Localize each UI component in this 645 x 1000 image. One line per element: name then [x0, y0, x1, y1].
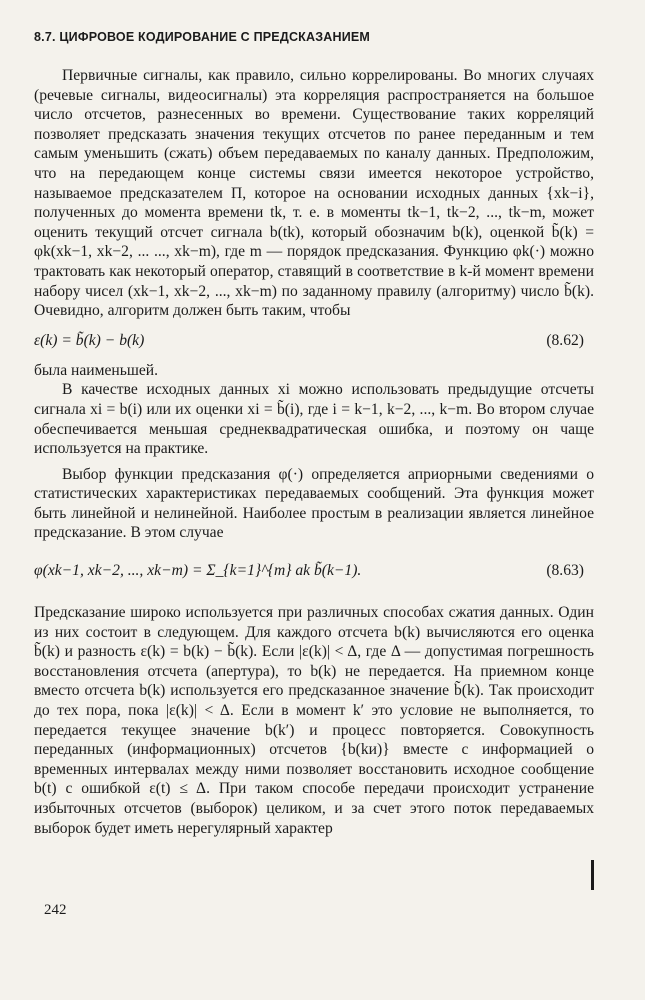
paragraph-4: Выбор функции предсказания φ(·) определяется априорными сведениями о статистических характеристиках передаваемых сообщений. Эта функция может быть линейной и нелинейной. Наиболее простым в реализации является линейное предсказание. В этом случае [34, 465, 594, 542]
page-number: 242 [44, 902, 67, 918]
equation-8-63 [34, 549, 594, 593]
page [34, 30, 594, 838]
equation-8-63-formula: φ(xk−1, xk−2, ..., xk−m) = Σ_{k=1}^{m} ak b̃(k−1). [34, 562, 362, 580]
equation-8-62 [34, 329, 594, 353]
equation-8-62-formula: ε(k) = b̃(k) − b(k) [34, 331, 145, 349]
section-heading: 8.7. ЦИФРОВОЕ КОДИРОВАНИЕ С ПРЕДСКАЗАНИЕМ [34, 30, 371, 44]
equation-8-62-number: (8.62) [546, 331, 584, 349]
equation-8-63-number: (8.63) [546, 562, 584, 580]
paragraph-2: была наименьшей. [34, 361, 159, 379]
paragraph-1: Первичные сигналы, как правило, сильно коррелированы. Во многих случаях (речевые сигналы, видеосигналы) эта корреляция распространяется на большое число отсчетов, разнесенных во времени. Существование таких корреляций позволяет предсказать значения текущих отсчетов по ранее переданным и тем самым уменьшить (сжать) объем передаваемых по каналу данных. Предположим, что на передающем конце системы связи имеется некоторое устройство, называемое предсказателем П, которое на основании исходных данных {xk−i}, полученных до момента времени tk, т. е. в моменты tk−1, tk−2, ..., tk−m, может оценить текущий отсчет сигнала b(tk), который обозначим b(k), оценкой b̃(k) = φk(xk−1, xk−2, ... ..., xk−m), где m — порядок предсказания. Функцию φk(·) можно трактовать как некоторый оператор, ставящий в соответствие в k-й момент времени набору чисел (xk−1, xk−2, ..., xk−m) по заданному правилу (алгоритму) число b̃(k). Очевидно, алгоритм должен быть таким, чтобы [34, 67, 594, 320]
paragraph-5: Предсказание широко используется при различных способах сжатия данных. Один из них состоит в следующем. Для каждого отсчета b(k) вычисляются его оценка b̃(k) и разность ε(k) = b(k) − b̃(k). Если |ε(k)| < Δ, где Δ — допустимая погрешность восстановления отсчета (апертура), то b(k) не передается. На приемном конце вместо отсчета b(k) используется его предсказанное значение b̃(k). Так происходит до тех пора, пока |ε(k)| < Δ. Если в момент k′ это условие не выполняется, то передается текущее значение b(k′) и процесс повторяется. Совокупность переданных (информационных) отсчетов {b(kи)} вместе с информацией о временных интервалах между ними позволяет восстановить исходное сообщение b(t) с ошибкой ε(t) ≤ Δ. При таком способе передачи происходит устранение избыточных отсчетов (выборок) целиком, и за счет этого поток передаваемых выборок будет иметь нерегулярный характер [34, 604, 594, 837]
paragraph-3: В качестве исходных данных xi можно использовать предыдущие отсчеты сигнала xi = b(i) или их оценки xi = b̃(i), где i = k−1, k−2, ..., k−m. Во втором случае обеспечивается меньшая среднеквадратическая ошибка, и поэтому он чаще используется на практике. [34, 381, 594, 458]
margin-rule [591, 860, 594, 890]
